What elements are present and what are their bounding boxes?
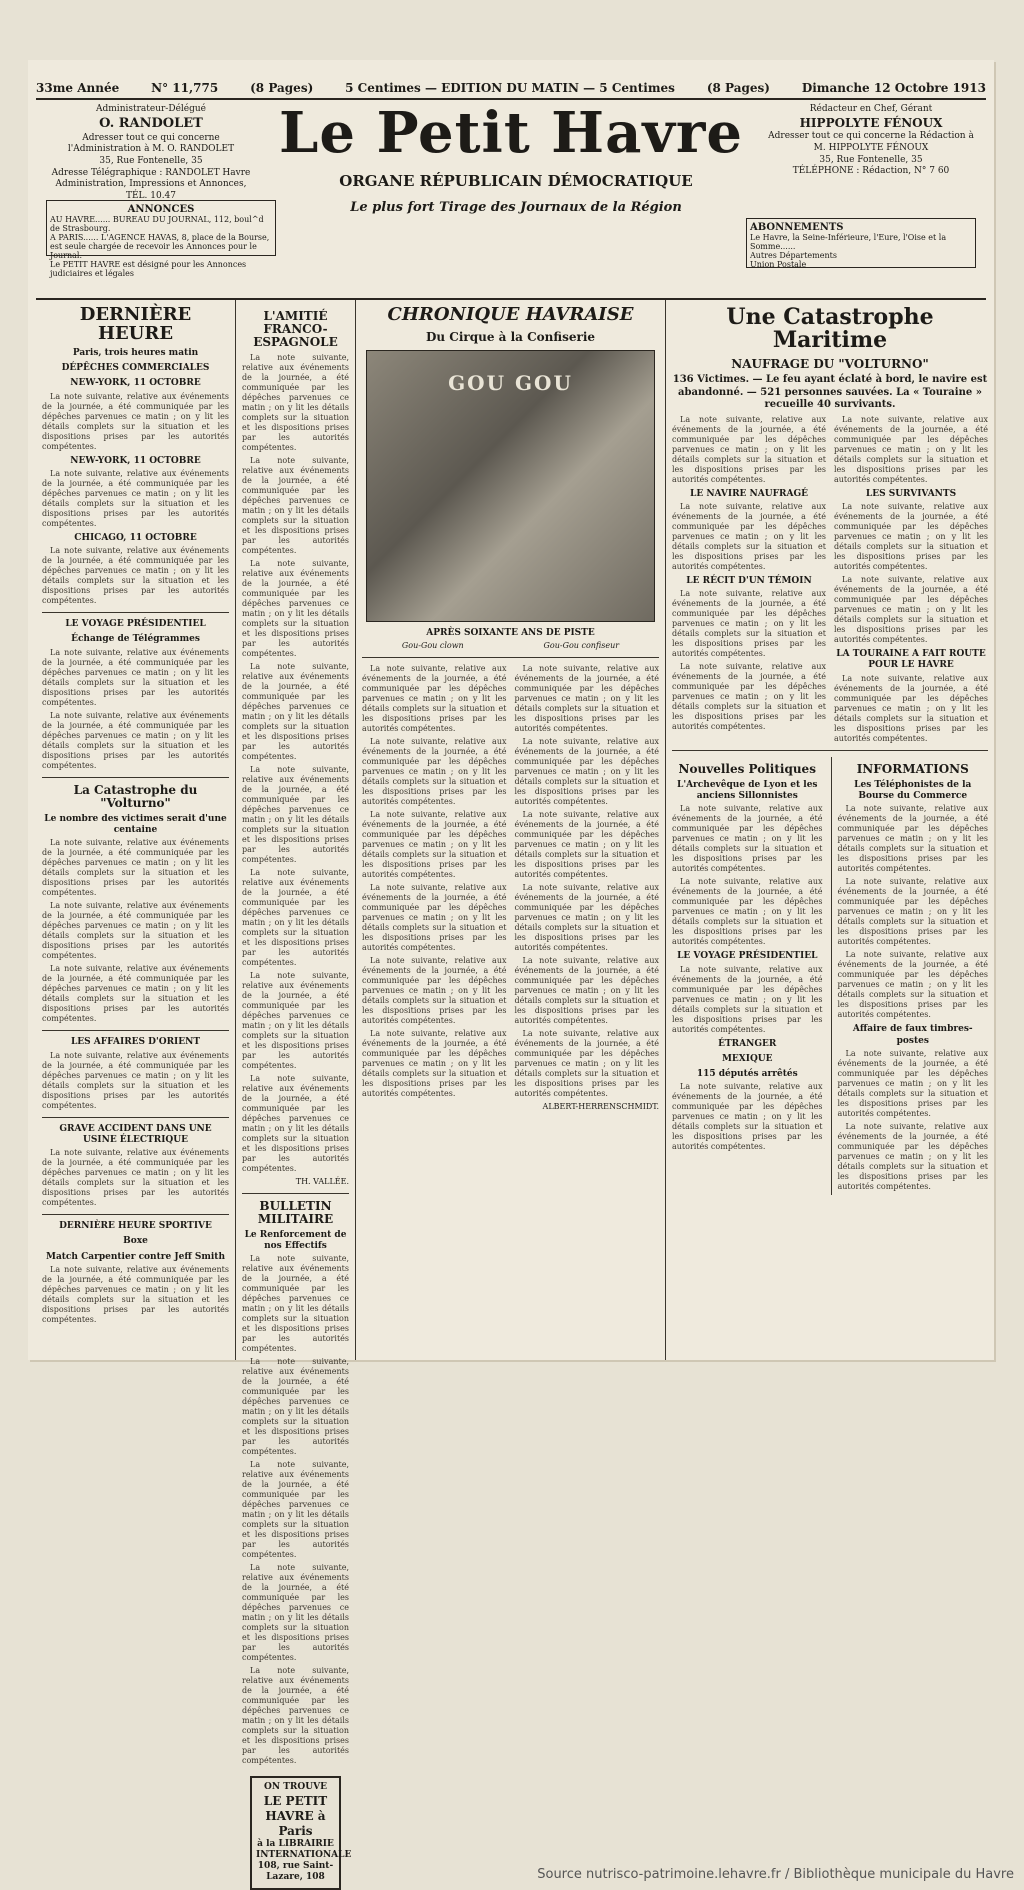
abonnements-title: ABONNEMENTS xyxy=(750,222,844,233)
lower-split xyxy=(672,757,988,1195)
annonces-line1: AU HAVRE...... BUREAU DU JOURNAL, 112, boul^d de Strasbourg. xyxy=(50,215,264,233)
text-block: La note suivante, relative aux événements de la journée, a été communiquée par les dépêches parvenues ce matin ; on y lit les détails complets sur la situation et les dispositions prises par les autorités compétentes. xyxy=(837,1121,988,1191)
ad-box xyxy=(250,1776,352,1889)
chicago-heading: CHICAGO, 11 OCTOBRE xyxy=(74,532,197,543)
text-block: La note suivante, relative aux événements de la journée, a été communiquée par les dépêches parvenues ce matin ; on y lit les détails complets sur la situation et les dispositions prises par les autorités compétentes. xyxy=(242,352,349,452)
left-line4: Administration, Impressions et Annonces, TÉL. 10.47 xyxy=(55,179,247,202)
ad-line2: LE PETIT HAVRE à Paris xyxy=(263,1793,328,1838)
text-block: La note suivante, relative aux événements de la journée, a été communiquée par les dépêches parvenues ce matin ; on y lit les détails complets sur la situation et les dispositions prises par les autorités compétentes. xyxy=(672,414,826,484)
divider xyxy=(42,1117,229,1118)
text-block: La note suivante, relative aux événements de la journée, a été communiquée par les dépêches parvenues ce matin ; on y lit les détails complets sur la situation et les dispositions prises par les autorités compétentes. xyxy=(242,1666,349,1766)
date: Dimanche 12 Octobre 1913 xyxy=(801,81,986,95)
orient-heading: LES AFFAIRES D'ORIENT xyxy=(70,1037,201,1048)
amitie-signature: TH. VALLÉE. xyxy=(295,1176,349,1186)
text-block: La note suivante, relative aux événements de la journée, a été communiquée par les dépêches parvenues ce matin ; on y lit les détails complets sur la situation et les dispositions prises par les autorités compétentes. xyxy=(242,970,349,1070)
text-block: La note suivante, relative aux événements de la journée, a été communiquée par les dépêches parvenues ce matin ; on y lit les détails complets sur la situation et les dispositions prises par les autorités compétentes. xyxy=(42,964,229,1024)
text-block: La note suivante, relative aux événements de la journée, a été communiquée par les dépêches parvenues ce matin ; on y lit les détails complets sur la situation et les dispositions prises par les autorités compétentes. xyxy=(362,737,507,807)
ad-line4: 108, rue Saint-Lazare, 108 xyxy=(257,1861,334,1883)
annonces-box xyxy=(46,200,276,278)
boxe-heading: Boxe xyxy=(123,1236,148,1247)
politiques-sub: L'Archevêque de Lyon et les anciens Sillonnistes xyxy=(676,779,818,802)
text-block: La note suivante, relative aux événements de la journée, a été communiquée par les dépêches parvenues ce matin ; on y lit les détails complets sur la situation et les dispositions prises par les autorités compétentes. xyxy=(242,1357,349,1457)
annonces-line3: Le PETIT HAVRE est désigné pour les Annonces judiciaires et légales xyxy=(50,260,247,278)
abonnements-line2: Autres Départements xyxy=(750,251,837,260)
text-block: La note suivante, relative aux événements de la journée, a été communiquée par les dépêches parvenues ce matin ; on y lit les détails complets sur la situation et les dispositions prises par les autorités compétentes. xyxy=(672,1082,823,1152)
photo-captions xyxy=(362,641,659,651)
column-derniere-heure xyxy=(36,300,236,1360)
text-block: La note suivante, relative aux événements de la journée, a été communiquée par les dépêches parvenues ce matin ; on y lit les détails complets sur la situation et les dispositions prises par les autorités compétentes. xyxy=(42,838,229,898)
right-line1: Adresser tout ce qui concerne la Rédaction à M. HIPPOLYTE FÉNOUX xyxy=(768,131,974,153)
masthead-left xyxy=(46,104,256,203)
politiques-block xyxy=(672,757,823,1195)
left-line3: Adresse Télégraphique : RANDOLET Havre xyxy=(51,167,251,178)
text-block: La note suivante, relative aux événements de la journée, a été communiquée par les dépêches parvenues ce matin ; on y lit les détails complets sur la situation et les dispositions prises par les autorités compétentes. xyxy=(242,1460,349,1560)
navire-heading: LE NAVIRE NAUFRAGÉ xyxy=(690,488,808,499)
voyage-heading: LE VOYAGE PRÉSIDENTIEL xyxy=(677,951,818,962)
divider xyxy=(242,1193,349,1194)
source-footer: Source nutrisco-patrimoine.lehavre.fr / Bibliothèque municipale du Havre xyxy=(537,1867,1014,1882)
meta-row xyxy=(36,78,986,100)
catastrophe-heading: La Catastrophe du "Volturno" xyxy=(73,782,198,810)
text-block: La note suivante, relative aux événements de la journée, a été communiquée par les dépêches parvenues ce matin ; on y lit les détails complets sur la situation et les dispositions prises par les autorités compétentes. xyxy=(362,956,507,1026)
text-block: La note suivante, relative aux événements de la journée, a été communiquée par les dépêches parvenues ce matin ; on y lit les détails complets sur la situation et les dispositions prises par les autorités compétentes. xyxy=(672,589,826,659)
pages-right: (8 Pages) xyxy=(706,81,770,95)
text-block: La note suivante, relative aux événements de la journée, a été communiquée par les dépêches parvenues ce matin ; on y lit les détails complets sur la situation et les dispositions prises par les autorités compétentes. xyxy=(834,575,988,645)
derniere-heure-title: DERNIÈRE HEURE xyxy=(79,304,192,344)
text-block: La note suivante, relative aux événements de la journée, a été communiquée par les dépêches parvenues ce matin ; on y lit les détails complets sur la situation et les dispositions prises par les autorités compétentes. xyxy=(42,391,229,451)
masthead xyxy=(36,100,986,300)
divider xyxy=(42,1214,229,1215)
text-block: La note suivante, relative aux événements de la journée, a été communiquée par les dépêches parvenues ce matin ; on y lit les détails complets sur la situation et les dispositions prises par les autorités compétentes. xyxy=(42,901,229,961)
text-block: La note suivante, relative aux événements de la journée, a été communiquée par les dépêches parvenues ce matin ; on y lit les détails complets sur la situation et les dispositions prises par les autorités compétentes. xyxy=(837,1048,988,1118)
text-block: La note suivante, relative aux événements de la journée, a été communiquée par les dépêches parvenues ce matin ; on y lit les détails complets sur la situation et les dispositions prises par les autorités compétentes. xyxy=(362,664,507,734)
column-catastrophe xyxy=(666,300,994,1360)
sportive-heading: DERNIÈRE HEURE SPORTIVE xyxy=(59,1221,212,1232)
ad-line3: à la LIBRAIRIE INTERNATIONALE xyxy=(256,1838,352,1860)
chronique-title: CHRONIQUE HAVRAISE xyxy=(387,304,634,325)
right-line2: 35, Rue Fontenelle, 35 xyxy=(819,154,923,165)
right-name: HIPPOLYTE FÉNOUX xyxy=(799,115,943,130)
divider xyxy=(362,657,659,658)
text-block: La note suivante, relative aux événements de la journée, a été communiquée par les dépêches parvenues ce matin ; on y lit les détails complets sur la situation et les dispositions prises par les autorités compétentes. xyxy=(42,546,229,606)
text-block: La note suivante, relative aux événements de la journée, a été communiquée par les dépêches parvenues ce matin ; on y lit les détails complets sur la situation et les dispositions prises par les autorités compétentes. xyxy=(242,764,349,864)
text-block: La note suivante, relative aux événements de la journée, a été communiquée par les dépêches parvenues ce matin ; on y lit les détails complets sur la situation et les dispositions prises par les autorités compétentes. xyxy=(242,558,349,658)
ad-line1: ON TROUVE xyxy=(264,1782,327,1793)
text-block: La note suivante, relative aux événements de la journée, a été communiquée par les dépêches parvenues ce matin ; on y lit les détails complets sur la situation et les dispositions prises par les autorités compétentes. xyxy=(514,664,659,734)
politiques-title: Nouvelles Politiques xyxy=(678,761,816,776)
text-block: La note suivante, relative aux événements de la journée, a été communiquée par les dépêches parvenues ce matin ; on y lit les détails complets sur la situation et les dispositions prises par les autorités compétentes. xyxy=(42,710,229,770)
catastrophe-summary: 136 Victimes. — Le feu ayant éclaté à bord, le navire est abandonné. — 521 personnes sauvées. La « Touraine » recueille 40 survivants. xyxy=(672,374,988,411)
recit-heading: LE RÉCIT D'UN TÉMOIN xyxy=(686,576,812,587)
text-block: La note suivante, relative aux événements de la journée, a été communiquée par les dépêches parvenues ce matin ; on y lit les détails complets sur la situation et les dispositions prises par les autorités compétentes. xyxy=(837,877,988,947)
caption-right: Gou-Gou confiseur xyxy=(543,641,620,651)
timbres-heading: Affaire de faux timbres-postes xyxy=(852,1024,973,1046)
chronique-text xyxy=(362,664,659,1102)
catastrophe-sub: NAUFRAGE DU "VOLTURNO" xyxy=(731,357,929,372)
echange-heading: Échange de Télégrammes xyxy=(71,634,200,645)
left-name: O. RANDOLET xyxy=(99,115,203,131)
text-block: La note suivante, relative aux événements de la journée, a été communiquée par les dépêches parvenues ce matin ; on y lit les détails complets sur la situation et les dispositions prises par les autorités compétentes. xyxy=(42,468,229,528)
text-block: La note suivante, relative aux événements de la journée, a été communiquée par les dépêches parvenues ce matin ; on y lit les détails complets sur la situation et les dispositions prises par les autorités compétentes. xyxy=(514,810,659,880)
text-block: La note suivante, relative aux événements de la journée, a été communiquée par les dépêches parvenues ce matin ; on y lit les détails complets sur la situation et les dispositions prises par les autorités compétentes. xyxy=(834,414,988,484)
numero: N° 11,775 xyxy=(151,81,219,95)
informations-title: INFORMATIONS xyxy=(856,761,969,776)
text-block: La note suivante, relative aux événements de la journée, a été communiquée par les dépêches parvenues ce matin ; on y lit les détails complets sur la situation et les dispositions prises par les autorités compétentes. xyxy=(242,661,349,761)
annonces-line2: A PARIS...... L'AGENCE HAVAS, 8, place de la Bourse, est seule chargée de recevoir les Annonces pour le Journal. xyxy=(50,233,270,260)
text-block: La note suivante, relative aux événements de la journée, a été communiquée par les dépêches parvenues ce matin ; on y lit les détails complets sur la situation et les dispositions prises par les autorités compétentes. xyxy=(42,1148,229,1208)
text-block: La note suivante, relative aux événements de la journée, a été communiquée par les dépêches parvenues ce matin ; on y lit les détails complets sur la situation et les dispositions prises par les autorités compétentes. xyxy=(672,502,826,572)
text-block: La note suivante, relative aux événements de la journée, a été communiquée par les dépêches parvenues ce matin ; on y lit les détails complets sur la situation et les dispositions prises par les autorités compétentes. xyxy=(834,502,988,572)
photo-caption: APRÈS SOIXANTE ANS DE PISTE xyxy=(426,628,595,639)
chronique-sub: Du Cirque à la Confiserie xyxy=(425,329,596,344)
text-block: La note suivante, relative aux événements de la journée, a été communiquée par les dépêches parvenues ce matin ; on y lit les détails complets sur la situation et les dispositions prises par les autorités compétentes. xyxy=(834,673,988,743)
derniere-heure-sub: Paris, trois heures matin xyxy=(72,347,199,358)
left-line1: Adresser tout ce qui concerne l'Administration à M. O. RANDOLET xyxy=(67,132,235,155)
photo-label: GOU GOU xyxy=(448,371,573,396)
right-label: Rédacteur en Chef, Gérant xyxy=(809,104,933,114)
text-block: La note suivante, relative aux événements de la journée, a été communiquée par les dépêches parvenues ce matin ; on y lit les détails complets sur la situation et les dispositions prises par les autorités compétentes. xyxy=(672,964,823,1034)
informations-block xyxy=(831,757,989,1195)
mexique-sub: 115 députés arrêtés xyxy=(696,1069,798,1080)
text-block: La note suivante, relative aux événements de la journée, a été communiquée par les dépêches parvenues ce matin ; on y lit les détails complets sur la situation et les dispositions prises par les autorités compétentes. xyxy=(514,1029,659,1099)
text-block: La note suivante, relative aux événements de la journée, a été communiquée par les dépêches parvenues ce matin ; on y lit les détails complets sur la situation et les dispositions prises par les autorités compétentes. xyxy=(514,883,659,953)
survivants-heading: LES SURVIVANTS xyxy=(865,488,957,499)
text-block: La note suivante, relative aux événements de la journée, a été communiquée par les dépêches parvenues ce matin ; on y lit les détails complets sur la situation et les dispositions prises par les autorités compétentes. xyxy=(837,950,988,1020)
left-line2: 35, Rue Fontenelle, 35 xyxy=(99,155,203,166)
text-block: La note suivante, relative aux événements de la journée, a été communiquée par les dépêches parvenues ce matin ; on y lit les détails complets sur la situation et les dispositions prises par les autorités compétentes. xyxy=(672,662,826,732)
abonnements-line3: Union Postale xyxy=(750,260,807,269)
caption-left: Gou-Gou clown xyxy=(401,641,464,651)
text-block: La note suivante, relative aux événements de la journée, a été communiquée par les dépêches parvenues ce matin ; on y lit les détails complets sur la situation et les dispositions prises par les autorités compétentes. xyxy=(672,877,823,947)
boxe-sub: Match Carpentier contre Jeff Smith xyxy=(45,1251,225,1262)
right-line3: TÉLÉPHONE : Rédaction, N° 7 60 xyxy=(792,166,950,177)
ny-heading-2: NEW-YORK, 11 OCTOBRE xyxy=(70,455,201,466)
bulletin-sub: Le Renforcement de nos Effectifs xyxy=(244,1229,347,1252)
divider xyxy=(42,777,229,778)
column-amitie xyxy=(236,300,356,1883)
amitie-title: L'AMITIÉ FRANCO-ESPAGNOLE xyxy=(253,309,338,350)
text-block: La note suivante, relative aux événements de la journée, a été communiquée par les dépêches parvenues ce matin ; on y lit les détails complets sur la situation et les dispositions prises par les autorités compétentes. xyxy=(42,1050,229,1110)
ny-heading-1: NEW-YORK, 11 OCTOBRE xyxy=(70,378,201,389)
depeches-heading: DÉPÊCHES COMMERCIALES xyxy=(61,363,210,374)
abonnements-box xyxy=(746,218,976,268)
catastrophe-text xyxy=(672,415,988,744)
annonces-title: ANNONCES xyxy=(127,204,195,215)
annee: 33me Année xyxy=(36,81,120,95)
column-chronique xyxy=(356,300,666,1360)
pages-left: (8 Pages) xyxy=(250,81,314,95)
left-label: Administrateur-Délégué xyxy=(96,104,206,114)
text-block: La note suivante, relative aux événements de la journée, a été communiquée par les dépêches parvenues ce matin ; on y lit les détails complets sur la situation et les dispositions prises par les autorités compétentes. xyxy=(672,804,823,874)
text-block: La note suivante, relative aux événements de la journée, a été communiquée par les dépêches parvenues ce matin ; on y lit les détails complets sur la situation et les dispositions prises par les autorités compétentes. xyxy=(42,647,229,707)
photo-gougou xyxy=(366,350,655,622)
text-block: La note suivante, relative aux événements de la journée, a été communiquée par les dépêches parvenues ce matin ; on y lit les détails complets sur la situation et les dispositions prises par les autorités compétentes. xyxy=(362,883,507,953)
informations-sub: Les Téléphonistes de la Bourse du Commerce xyxy=(854,779,972,802)
text-block: La note suivante, relative aux événements de la journée, a été communiquée par les dépêches parvenues ce matin ; on y lit les détails complets sur la situation et les dispositions prises par les autorités compétentes. xyxy=(242,455,349,555)
mexique-heading: MEXIQUE xyxy=(721,1053,773,1064)
accident-heading: GRAVE ACCIDENT DANS UNE USINE ÉLECTRIQUE xyxy=(59,1123,212,1145)
divider xyxy=(42,1030,229,1031)
page-title: Le Petit Havre xyxy=(278,100,744,166)
text-block: La note suivante, relative aux événements de la journée, a été communiquée par les dépêches parvenues ce matin ; on y lit les détails complets sur la situation et les dispositions prises par les autorités compétentes. xyxy=(242,1563,349,1663)
abonnements-line1: Le Havre, la Seine-Inférieure, l'Eure, l'Oise et la Somme...... xyxy=(750,233,947,251)
text-block: La note suivante, relative aux événements de la journée, a été communiquée par les dépêches parvenues ce matin ; on y lit les détails complets sur la situation et les dispositions prises par les autorités compétentes. xyxy=(837,804,988,874)
text-block: La note suivante, relative aux événements de la journée, a été communiquée par les dépêches parvenues ce matin ; on y lit les détails complets sur la situation et les dispositions prises par les autorités compétentes. xyxy=(514,956,659,1026)
masthead-right xyxy=(766,104,976,178)
chronique-signature: ALBERT-HERRENSCHMIDT. xyxy=(542,1102,659,1112)
text-block: La note suivante, relative aux événements de la journée, a été communiquée par les dépêches parvenues ce matin ; on y lit les détails complets sur la situation et les dispositions prises par les autorités compétentes. xyxy=(242,1073,349,1173)
divider xyxy=(672,750,988,751)
edition: 5 Centimes — EDITION DU MATIN — 5 Centimes xyxy=(345,81,675,95)
catastrophe-sub: Le nombre des victimes serait d'une centaine xyxy=(44,813,227,836)
divider xyxy=(42,612,229,613)
text-block: La note suivante, relative aux événements de la journée, a été communiquée par les dépêches parvenues ce matin ; on y lit les détails complets sur la situation et les dispositions prises par les autorités compétentes. xyxy=(242,1254,349,1354)
voyage-heading: LE VOYAGE PRÉSIDENTIEL xyxy=(65,619,206,630)
catastrophe-title: Une Catastrophe Maritime xyxy=(726,304,934,354)
text-block: La note suivante, relative aux événements de la journée, a été communiquée par les dépêches parvenues ce matin ; on y lit les détails complets sur la situation et les dispositions prises par les autorités compétentes. xyxy=(514,737,659,807)
text-block: La note suivante, relative aux événements de la journée, a été communiquée par les dépêches parvenues ce matin ; on y lit les détails complets sur la situation et les dispositions prises par les autorités compétentes. xyxy=(362,810,507,880)
touraine-heading: LA TOURAINE A FAIT ROUTE POUR LE HAVRE xyxy=(836,649,986,671)
text-block: La note suivante, relative aux événements de la journée, a été communiquée par les dépêches parvenues ce matin ; on y lit les détails complets sur la situation et les dispositions prises par les autorités compétentes. xyxy=(362,1029,507,1099)
etranger-heading: ÉTRANGER xyxy=(718,1038,777,1049)
page-subtitle: ORGANE RÉPUBLICAIN DÉMOCRATIQUE xyxy=(339,172,693,190)
text-block: La note suivante, relative aux événements de la journée, a été communiquée par les dépêches parvenues ce matin ; on y lit les détails complets sur la situation et les dispositions prises par les autorités compétentes. xyxy=(242,867,349,967)
text-block: La note suivante, relative aux événements de la journée, a été communiquée par les dépêches parvenues ce matin ; on y lit les détails complets sur la situation et les dispositions prises par les autorités compétentes. xyxy=(42,1264,229,1324)
motto: Le plus fort Tirage des Journaux de la Région xyxy=(350,200,682,215)
bulletin-title: BULLETIN MILITAIRE xyxy=(257,1198,334,1226)
